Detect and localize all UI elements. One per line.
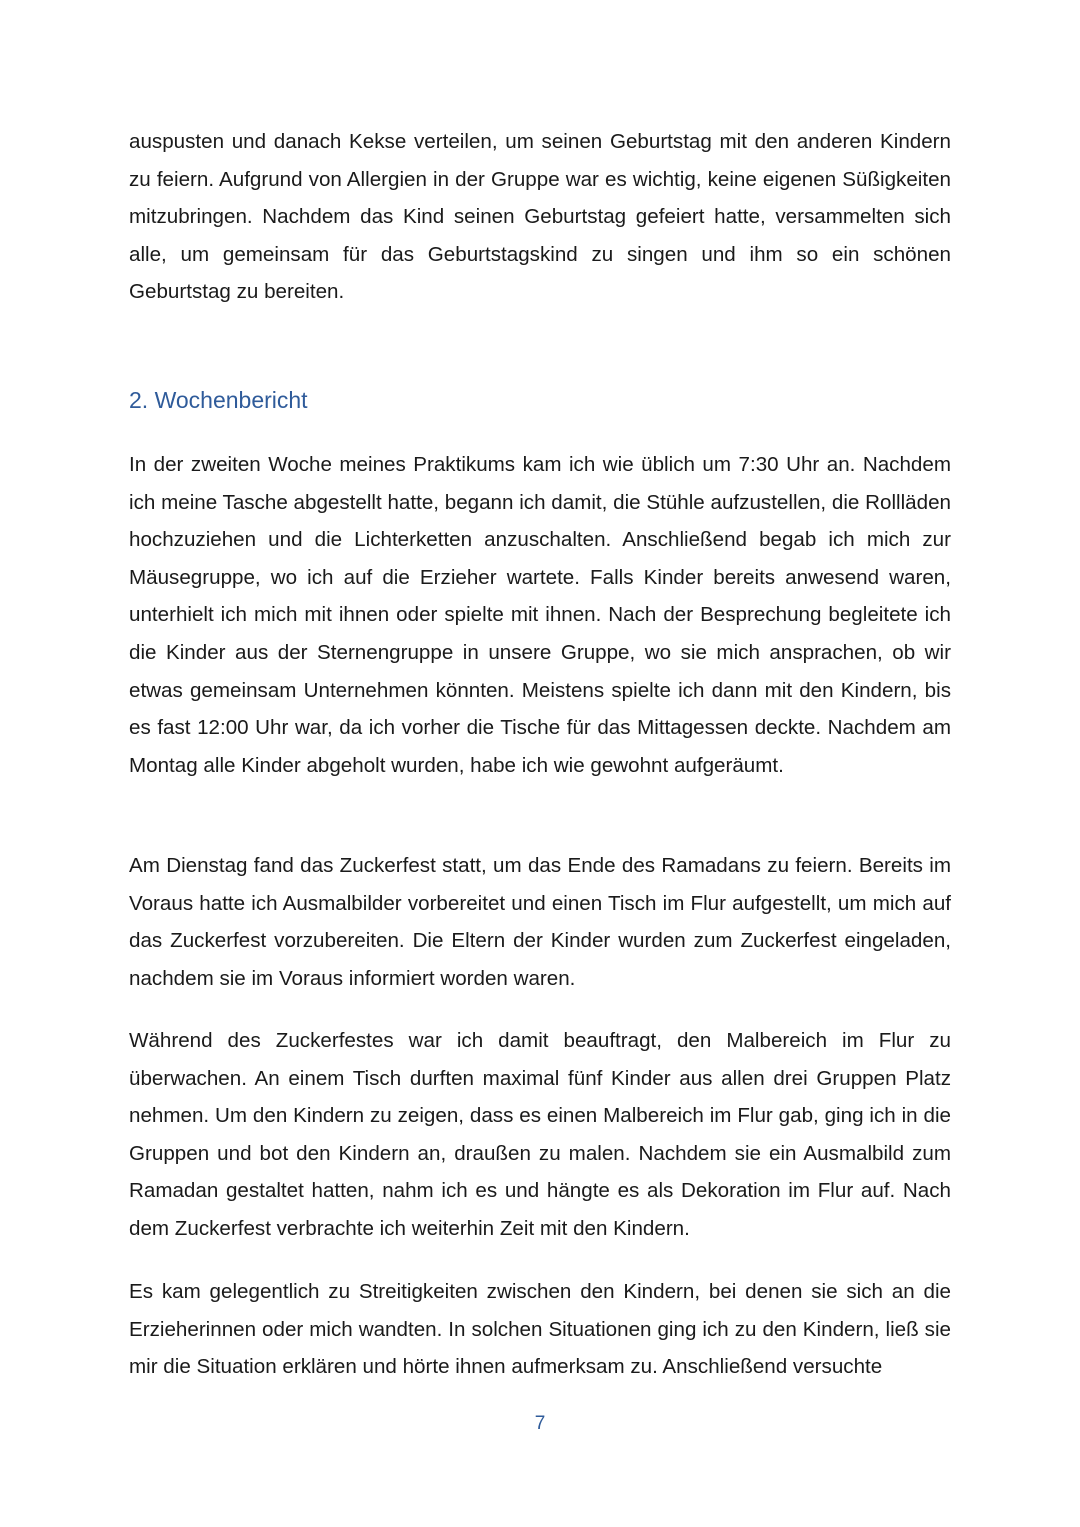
paragraph: Am Dienstag fand das Zuckerfest statt, um das Ende des Ramadans zu feiern. Bereits im Voraus hatte ich Ausmalbilder vorbereitet und einen Tisch im Flur aufgestellt, um mich auf das Zuckerfest vorzubereiten. Die Eltern der Kinder wurden zum Zuckerfest eingeladen, nachdem sie im Voraus informiert worden waren. bbox=[129, 854, 951, 990]
paragraph: Es kam gelegentlich zu Streitigkeiten zwischen den Kindern, bei denen sie sich an die Erzieherinnen oder mich wandten. In solchen Situationen ging ich zu den Kindern, ließ sie mir die Situation erklären und hörte ihnen aufmerksam zu. Anschließend versuchte bbox=[129, 1280, 951, 1379]
paragraph: Während des Zuckerfestes war ich damit beauftragt, den Malbereich im Flur zu überwachen. An einem Tisch durften maximal fünf Kinder aus allen drei Gruppen Platz nehmen. Um den Kindern zu zeigen, dass es einen Malbereich im Flur gab, ging ich in die Gruppen und bot den Kindern an, draußen zu malen. Nachdem sie ein Ausmalbild zum Ramadan gestaltet hatten, nahm ich es und hängte es als Dekoration im Flur auf. Nach dem Zuckerfest verbrachte ich weiterhin Zeit mit den Kindern. bbox=[129, 1029, 951, 1240]
paragraph-intro: auspusten und danach Kekse verteilen, um seinen Geburtstag mit den anderen Kindern zu feiern. Aufgrund von Allergien in der Gruppe war es wichtig, keine eigenen Süßigkeiten mitzubringen. Nachdem das Kind seinen Geburtstag gefeiert hatte, versammelten sich alle, um gemeinsam für das Geburtstagskind zu singen und ihm so ein schönen Geburtstag zu bereiten. bbox=[129, 130, 951, 304]
paragraph: In der zweiten Woche meines Praktikums kam ich wie üblich um 7:30 Uhr an. Nachdem ich meine Tasche abgestellt hatte, begann ich damit, die Stühle aufzustellen, die Rollläden hochzuziehen und die Lichterketten anzuschalten. Anschließend begab ich mich zur Mäusegruppe, wo ich auf die Erzieher wartete. Falls Kinder bereits anwesend waren, unterhielt ich mich mit ihnen oder spielte mit ihnen. Nach der Besprechung begleitete ich die Kinder aus der Sternengruppe in unsere Gruppe, wo sie mich ansprachen, ob wir etwas gemeinsam Unternehmen könnten. Meistens spielte ich dann mit den Kindern, bis es fast 12:00 Uhr war, da ich vorher die Tische für das Mittagessen deckte. Nachdem am Montag alle Kinder abgeholt wurden, habe ich wie gewohnt aufgeräumt. bbox=[129, 453, 951, 777]
page-number: 7 bbox=[534, 1413, 546, 1434]
section-heading: 2. Wochenbericht bbox=[129, 387, 308, 413]
